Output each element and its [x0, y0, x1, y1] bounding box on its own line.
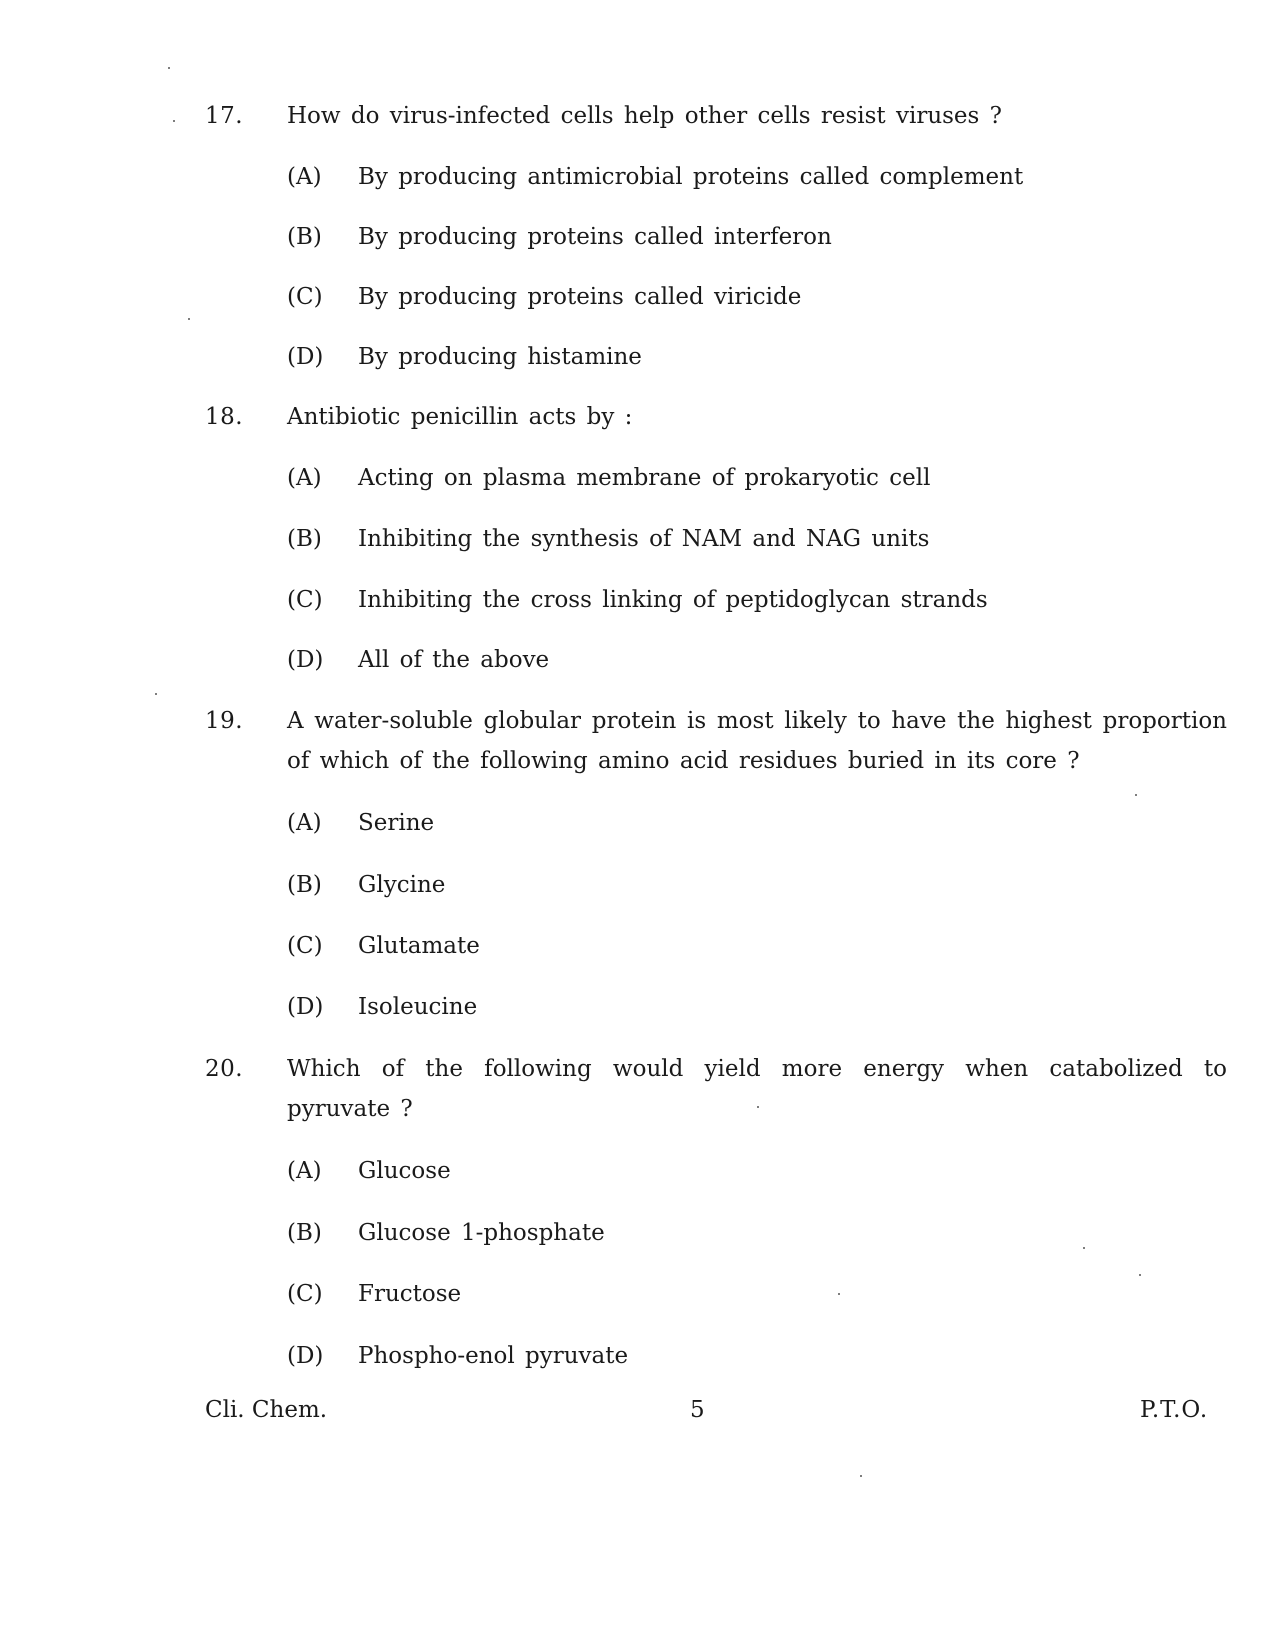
option-letter: (D) [287, 1343, 324, 1369]
option-text: Glucose [358, 1158, 451, 1184]
option-17-c[interactable] [0, 277, 1275, 317]
scan-speck [173, 120, 175, 122]
option-18-c[interactable] [0, 580, 1275, 620]
option-text: Inhibiting the synthesis of NAM and NAG units [358, 526, 930, 552]
footer-subject: Cli. Chem. [205, 1397, 328, 1423]
option-letter: (A) [287, 164, 322, 190]
option-text: Inhibiting the cross linking of peptidoglycan strands [358, 587, 988, 613]
option-text: By producing antimicrobial proteins called complement [358, 164, 1024, 190]
option-letter: (C) [287, 933, 323, 959]
option-letter: (A) [287, 1158, 322, 1184]
option-text: Phospho-enol pyruvate [358, 1343, 629, 1369]
option-text: Isoleucine [358, 994, 478, 1020]
scan-speck [1135, 794, 1137, 796]
question-text: A water-soluble globular protein is most likely to have the highest proportion of which of the following amino acid residues buried in its core ? [287, 708, 1227, 774]
question-number: 17. [205, 103, 244, 129]
option-17-b[interactable] [0, 217, 1275, 257]
option-text: Fructose [358, 1281, 462, 1307]
question-text: Antibiotic penicillin acts by : [287, 404, 633, 430]
option-letter: (D) [287, 994, 324, 1020]
option-20-c[interactable] [0, 1274, 1275, 1314]
scan-speck [860, 1475, 862, 1477]
pto-label: P.T.O. [1140, 1397, 1209, 1423]
option-18-d[interactable] [0, 640, 1275, 680]
scan-speck [168, 67, 170, 69]
option-18-a[interactable] [0, 458, 1275, 498]
option-17-a[interactable] [0, 157, 1275, 197]
scan-speck [188, 318, 190, 320]
option-text: By producing proteins called interferon [358, 224, 832, 250]
option-letter: (C) [287, 284, 323, 310]
option-letter: (D) [287, 344, 324, 370]
option-19-d[interactable] [0, 987, 1275, 1027]
option-letter: (B) [287, 526, 322, 552]
page-number: 5 [690, 1397, 705, 1423]
option-letter: (C) [287, 1281, 323, 1307]
option-text: By producing histamine [358, 344, 642, 370]
option-19-c[interactable] [0, 926, 1275, 966]
scan-speck [155, 693, 157, 695]
option-letter: (A) [287, 465, 322, 491]
question-number: 19. [205, 708, 244, 734]
option-20-d[interactable] [0, 1336, 1275, 1376]
option-17-d[interactable] [0, 337, 1275, 377]
option-letter: (B) [287, 1220, 322, 1246]
option-letter: (C) [287, 587, 323, 613]
option-text: By producing proteins called viricide [358, 284, 802, 310]
option-text: Serine [358, 810, 435, 836]
option-letter: (B) [287, 872, 322, 898]
question-number: 18. [205, 404, 244, 430]
question-text: How do virus-infected cells help other cells resist viruses ? [287, 103, 1002, 129]
option-text: Glutamate [358, 933, 480, 959]
question-text: Which of the following would yield more energy when catabolized to pyruvate ? [287, 1056, 1227, 1122]
option-letter: (D) [287, 647, 324, 673]
option-letter: (A) [287, 810, 322, 836]
option-19-b[interactable] [0, 865, 1275, 905]
option-19-a[interactable] [0, 803, 1275, 843]
option-text: Glycine [358, 872, 446, 898]
option-text: Acting on plasma membrane of prokaryotic cell [358, 465, 931, 491]
option-text: Glucose 1-phosphate [358, 1220, 605, 1246]
option-20-a[interactable] [0, 1151, 1275, 1191]
option-text: All of the above [358, 647, 550, 673]
question-number: 20. [205, 1056, 244, 1082]
option-letter: (B) [287, 224, 322, 250]
option-20-b[interactable] [0, 1213, 1275, 1253]
option-18-b[interactable] [0, 519, 1275, 559]
